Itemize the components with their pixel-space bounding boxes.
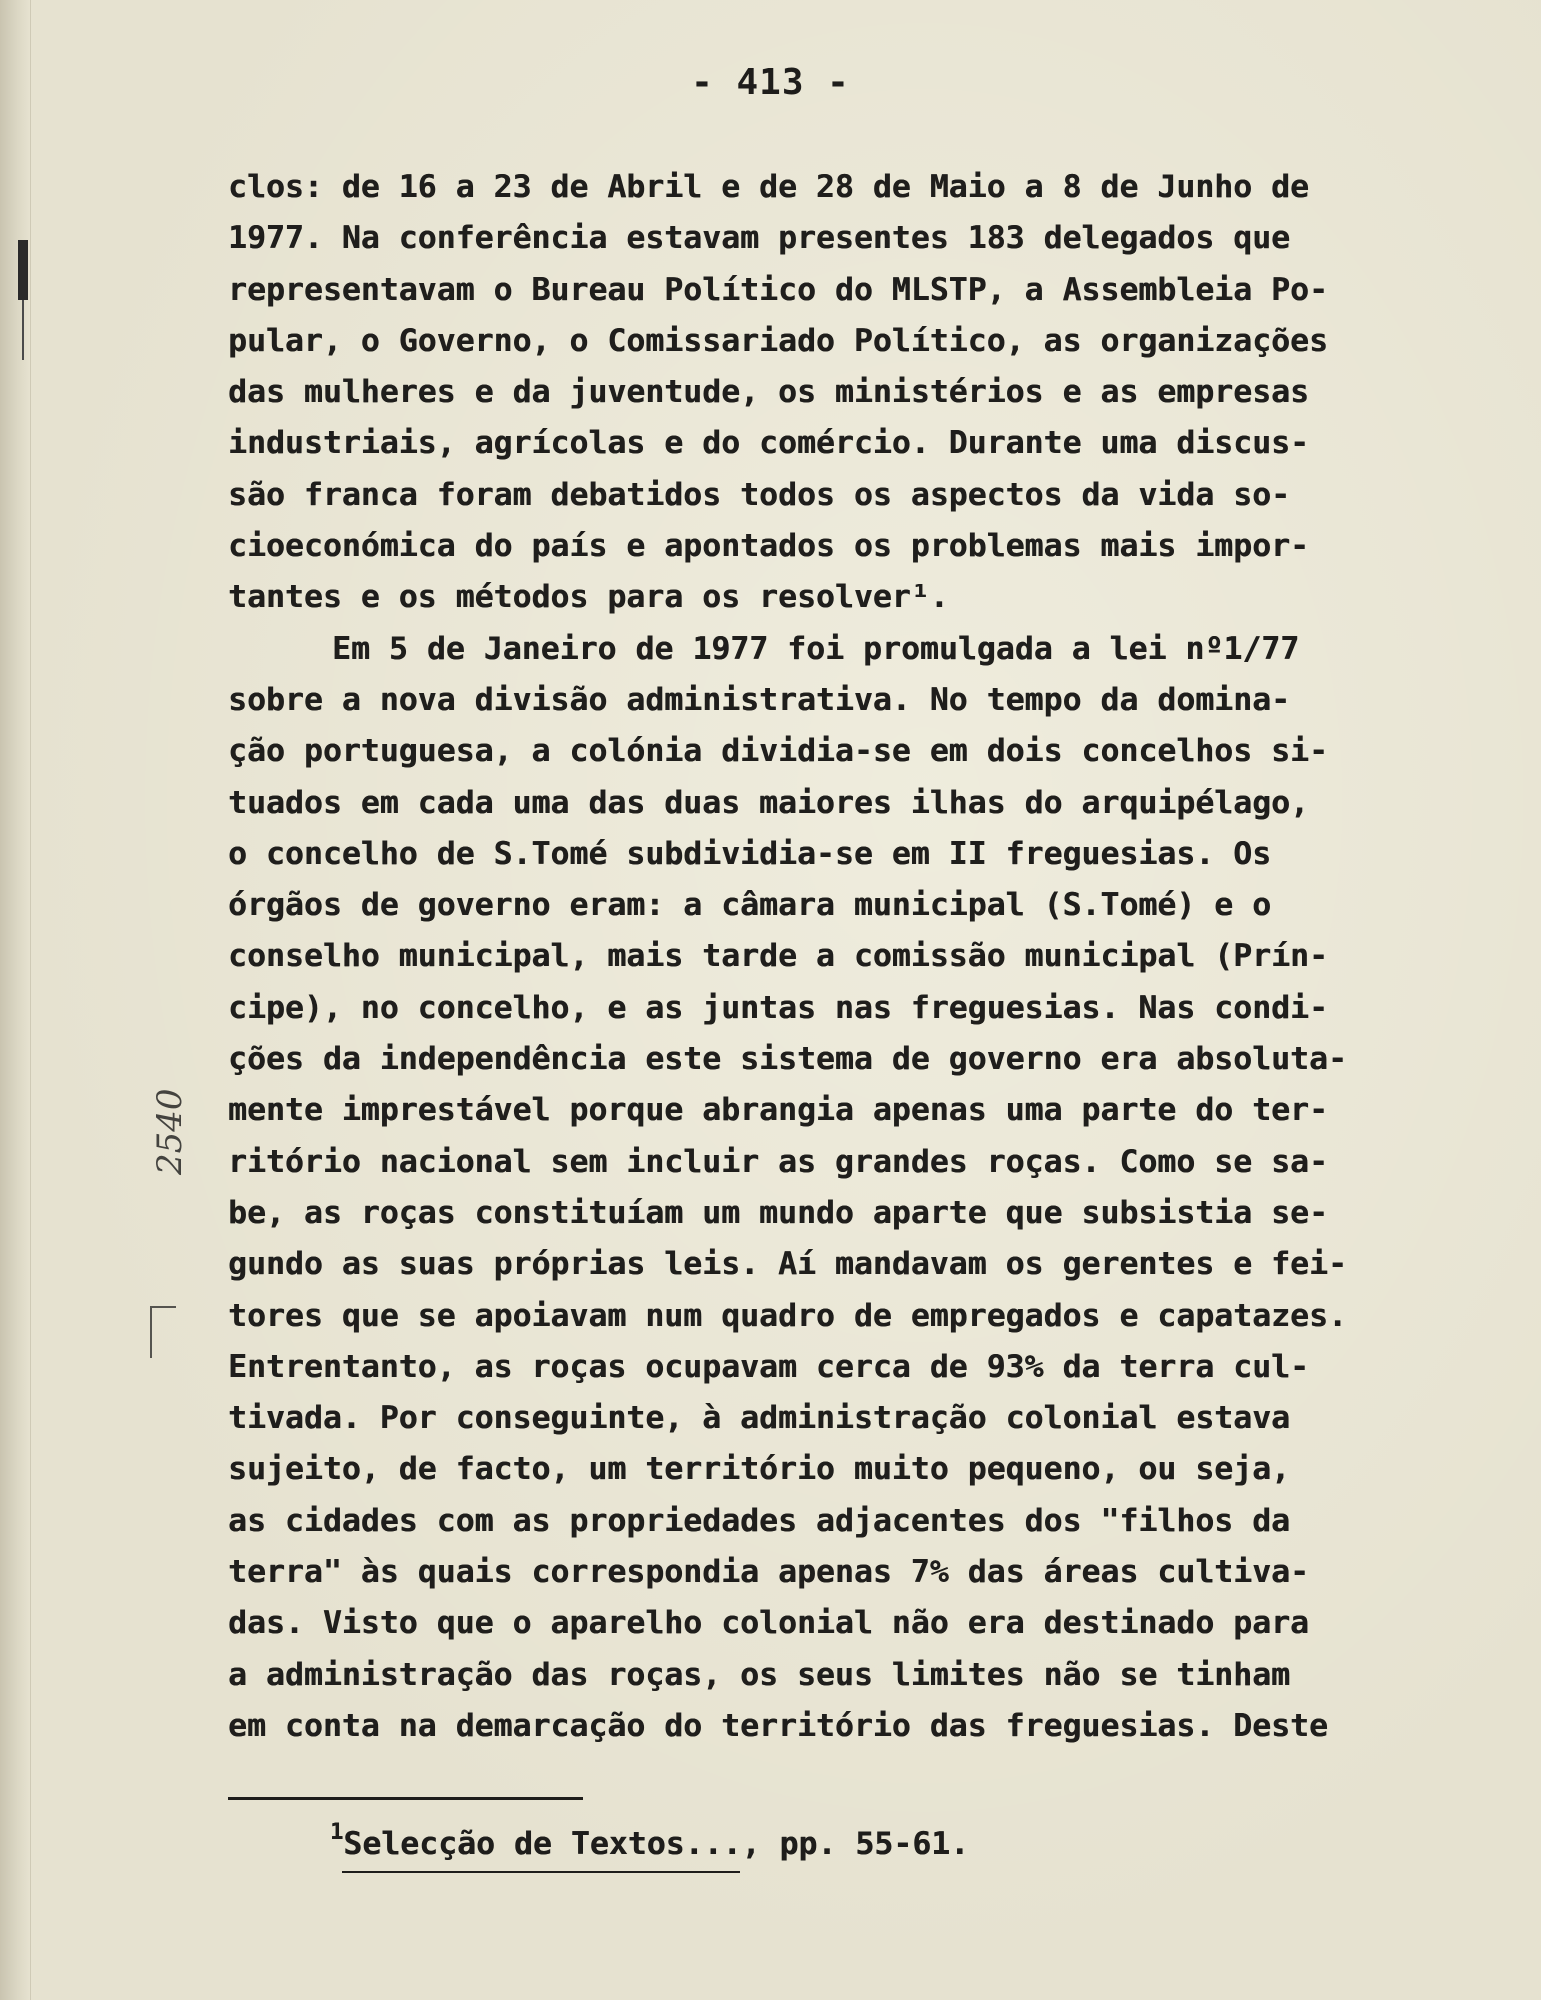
text-line: ção portuguesa, a colónia dividia-se em dois concelhos si- — [228, 733, 1328, 770]
text-line: representavam o Bureau Político do MLSTP, a Assembleia Po- — [228, 271, 1328, 308]
text-line: a administração das roças, os seus limites não se tinham — [228, 1656, 1291, 1693]
text-line: Entrentanto, as roças ocupavam cerca de 93% da terra cul- — [228, 1348, 1309, 1385]
text-line: das. Visto que o aparelho colonial não era destinado para — [228, 1605, 1309, 1642]
text-line: o concelho de S.Tomé subdividia-se em II freguesias. Os — [228, 835, 1272, 872]
text-line: ritório nacional sem incluir as grandes roças. Como se sa- — [228, 1143, 1328, 1180]
footnote-underline — [342, 1871, 740, 1873]
text-line: tuados em cada uma das duas maiores ilhas do arquipélago, — [228, 784, 1309, 821]
binding-edge — [0, 0, 31, 2000]
text-line: sujeito, de facto, um território muito pequeno, ou seja, — [228, 1451, 1291, 1488]
archive-bracket — [150, 1306, 176, 1358]
text-line: terra" às quais correspondia apenas 7% das áreas cultiva- — [228, 1554, 1309, 1591]
text-line: as cidades com as propriedades adjacentes dos "filhos da — [228, 1502, 1291, 1539]
text-line: pular, o Governo, o Comissariado Político, as organizações — [228, 322, 1328, 359]
text-line: be, as roças constituíam um mundo aparte que subsistia se- — [228, 1194, 1328, 1231]
text-line: gundo as suas próprias leis. Aí mandavam os gerentes e fei- — [228, 1246, 1347, 1283]
text-line: órgãos de governo eram: a câmara municipal (S.Tomé) e o — [228, 887, 1272, 924]
page-number: - 413 - — [691, 62, 850, 103]
text-line: clos: de 16 a 23 de Abril e de 28 de Maio a 8 de Junho de — [228, 169, 1309, 205]
text-line: sobre a nova divisão administrativa. No tempo da domina- — [228, 681, 1291, 718]
text-line: mente imprestável porque abrangia apenas uma parte do ter- — [228, 1092, 1328, 1129]
text-line: em conta na demarcação do território das freguesias. Deste — [228, 1707, 1328, 1744]
binding-line — [22, 300, 24, 360]
text-line: Em 5 de Janeiro de 1977 foi promulgada a lei nº1/77 — [332, 630, 1300, 667]
body-text — [228, 162, 1468, 1752]
footnote — [330, 1820, 970, 1862]
text-line: conselho municipal, mais tarde a comissão municipal (Prín- — [228, 938, 1328, 975]
text-line: das mulheres e da juventude, os ministérios e as empresas — [228, 374, 1309, 411]
text-line: cioeconómica do país e apontados os problemas mais impor- — [228, 528, 1309, 565]
footnote-text: Selecção de Textos..., pp. 55-61. — [343, 1826, 970, 1862]
archive-number: 2540 — [150, 1088, 190, 1175]
text-line: cipe), no concelho, e as juntas nas freguesias. Nas condi- — [228, 989, 1328, 1026]
footnote-rule — [228, 1797, 583, 1800]
footnote-marker: 1 — [330, 1820, 344, 1845]
text-line: tores que se apoiavam num quadro de empregados e capatazes. — [228, 1297, 1347, 1334]
text-line: industriais, agrícolas e do comércio. Durante uma discus- — [228, 425, 1309, 462]
binding-mark — [18, 240, 28, 300]
text-line: tivada. Por conseguinte, à administração colonial estava — [228, 1400, 1291, 1437]
text-line: tantes e os métodos para os resolver¹. — [228, 579, 949, 616]
text-line: 1977. Na conferência estavam presentes 183 delegados que — [228, 220, 1291, 257]
text-line: ções da independência este sistema de governo era absoluta- — [228, 1041, 1347, 1078]
text-line: são franca foram debatidos todos os aspectos da vida so- — [228, 476, 1291, 513]
